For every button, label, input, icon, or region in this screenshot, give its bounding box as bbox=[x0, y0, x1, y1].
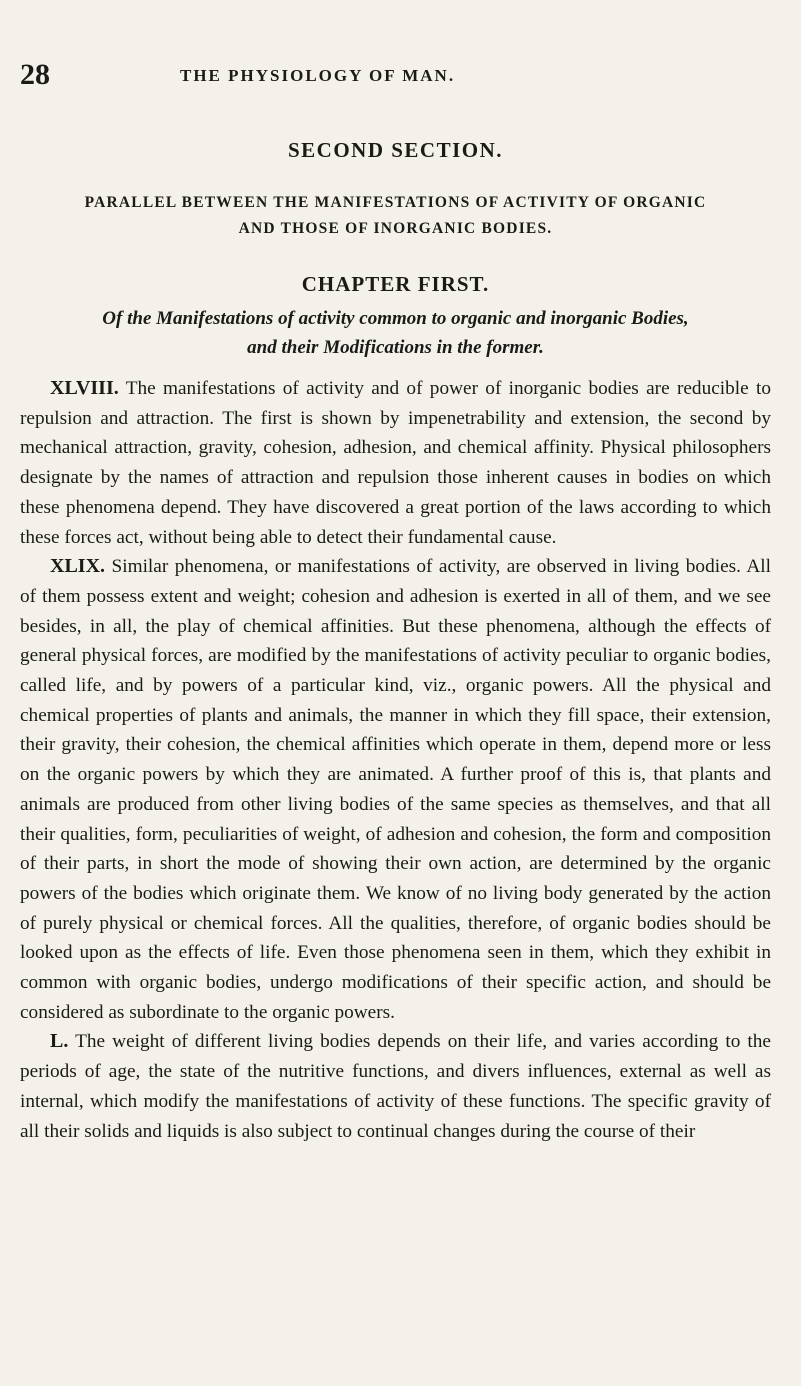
paragraph-text: The weight of different living bodies depends on their life, and varies according to the periods of age, the state of the nutritive functions, and divers influences, external as well as internal, which modify the manifestations of activity of these functions. The specific gravity of all their solids and liquids is also subject to continual changes during the course of their bbox=[20, 1031, 771, 1142]
paragraph-xlviii bbox=[20, 374, 771, 552]
section-title: SECOND SECTION. bbox=[287, 138, 504, 162]
paragraph-text: The manifestations of activity and of power of inorganic bodies are reducible to repulsion and attraction. The first is shown by impenetrability and extension, the second by mechanical attraction, gravity, cohesion, adhesion, and chemical affinity. Physical philosophers designate by the names of attraction and repulsion those inherent causes in bodies on which these phenomena depend. They have discovered a great portion of the laws according to which these forces act, without being able to detect their fundamental cause. bbox=[20, 378, 771, 548]
paragraph-xlix bbox=[20, 552, 771, 1027]
body-text bbox=[20, 374, 771, 1146]
paragraph-number: L. bbox=[50, 1030, 69, 1053]
chapter-subtitle-line: Of the Manifestations of activity common to organic and inorganic Bodies, bbox=[102, 308, 689, 329]
chapter-title: CHAPTER FIRST. bbox=[301, 272, 490, 296]
running-title: THE PHYSIOLOGY OF MAN. bbox=[180, 66, 456, 85]
chapter-subtitle bbox=[20, 304, 771, 362]
section-subtitle bbox=[20, 190, 771, 242]
paragraph-l bbox=[20, 1027, 771, 1146]
section-subtitle-line: AND THOSE OF INORGANIC BODIES. bbox=[238, 220, 553, 237]
paragraph-number: XLVIII. bbox=[50, 377, 119, 399]
paragraph-number: XLIX. bbox=[50, 555, 106, 578]
section-subtitle-line: PARALLEL BETWEEN THE MANIFESTATIONS OF ACTIVITY OF ORGANIC bbox=[84, 194, 707, 211]
page-number: 28 bbox=[20, 58, 50, 91]
running-header bbox=[20, 58, 771, 98]
chapter-subtitle-line: and their Modifications in the former. bbox=[247, 337, 544, 358]
paragraph-text: Similar phenomena, or manifestations of activity, are observed in living bodies. All of them possess extent and weight; cohesion and adhesion is exerted in all of them, and we see besides, in all, the play of chemical affinities. But these phenomena, although the effects of general physical forces, are modified by the manifestations of activity peculiar to organic bodies, called life, and by powers of a particular kind, viz., organic powers. All the physical and chemical properties of plants and animals, the manner in which they fill space, their extension, their gravity, their cohesion, the chemical affinities which operate in them, depend more or less on the organic powers by which they are animated. A further proof of this is, that plants and animals are produced from other living bodies of the same species as themselves, and that all their qualities, form, peculiarities of weight, of adhesion and cohesion, the form and composition of their parts, in short the mode of showing their own action, are determined by the organic powers of the bodies which originate them. We know of no living body generated by the action of purely physical or chemical forces. All the qualities, therefore, of organic bodies should be looked upon as the effects of life. Even those phenomena seen in them, which they exhibit in common with organic bodies, undergo modifications of their specific action, and should be considered as subordinate to the organic powers. bbox=[20, 556, 771, 1023]
